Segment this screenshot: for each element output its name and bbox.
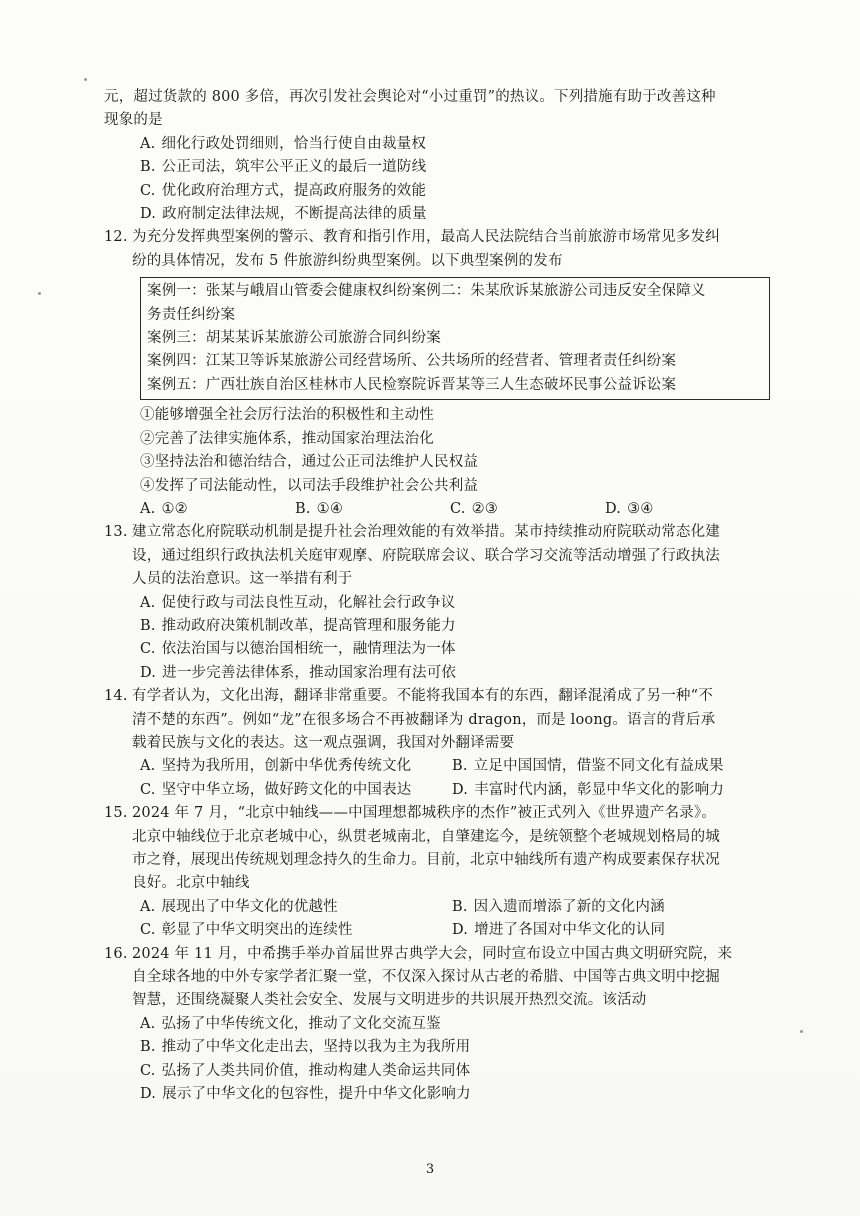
question-14-stem-line: 清不楚的东西”。例如“龙”在很多场合不再被翻译为 dragon，而是 loong。语言的背后承 — [132, 711, 716, 728]
option-c[interactable]: C. 依法治国与以德治国相统一，融情理法为一体 — [140, 641, 456, 658]
question-15-options-row-2 — [104, 919, 764, 942]
question-15 — [104, 802, 764, 896]
case-line: 案例五：广西壮族自治区桂林市人民检察院诉晋某等三人生态破坏民事公益诉讼案 — [147, 376, 677, 393]
option-c[interactable]: C. ②③ — [450, 500, 498, 517]
question-number: 16. — [104, 945, 128, 962]
option-b[interactable]: B. 因入遗而增添了新的文化内涵 — [452, 898, 665, 915]
option-d[interactable]: D. 政府制定法律法规，不断提高法律的质量 — [140, 206, 427, 223]
case-line: 务责任纠纷案 — [147, 306, 236, 323]
question-16-stem-line: 自全球各地的中外专家学者汇聚一堂，不仅深入探讨从古老的希腊、中国等古典文明中挖掘 — [132, 969, 720, 986]
question-16 — [104, 943, 764, 1013]
option-d[interactable]: D. 丰富时代内涵，彰显中华文化的影响力 — [452, 781, 725, 798]
question-15-stem-line: 2024 年 7 月，“北京中轴线——中国理想都城秩序的杰作”被正式列入《世界遗产名录》。 — [132, 805, 717, 822]
question-13-stem-line: 建立常态化府院联动机制是提升社会治理效能的有效举措。某市持续推动府院联动常态化建 — [132, 524, 720, 541]
option-d[interactable]: D. 展示了中华文化的包容性，提升中华文化影响力 — [140, 1086, 471, 1103]
case-line: 案例四：江某卫等诉某旅游公司经营场所、公共场所的经营者、管理者责任纠纷案 — [147, 353, 677, 370]
question-15-stem-line: 良好。北京中轴线 — [132, 875, 250, 892]
question-13-stem-line: 设，通过组织行政执法机关庭审观摩、府院联席会议、联合学习交流等活动增强了行政执法 — [132, 547, 720, 564]
question-16-stem-line: 2024 年 11 月，中希携手举办首届世界古典学大会，同时宣布设立中国古典文明研究院，来 — [132, 945, 733, 962]
question-12-options — [104, 498, 764, 521]
question-16-stem-line: 智慧，还围绕凝聚人类社会安全、发展与文明进步的共识展开热烈交流。该活动 — [132, 992, 647, 1009]
question-content — [104, 86, 764, 1106]
case-line: 案例一：张某与峨眉山管委会健康权纠纷案例二：朱某欣诉某旅游公司违反安全保障义 — [147, 283, 706, 300]
option-b[interactable]: B. 公正司法，筑牢公平正义的最后一道防线 — [140, 159, 427, 176]
statement-4: ④发挥了司法能动性，以司法手段维护社会公共利益 — [140, 477, 479, 494]
option-c[interactable]: C. 弘扬了人类共同价值，推动构建人类命运共同体 — [140, 1062, 471, 1079]
option-c[interactable]: C. 坚守中华立场，做好跨文化的中国表达 — [140, 781, 412, 798]
case-list-box — [140, 277, 770, 400]
statement-3: ③坚持法治和德治结合，通过公正司法维护人民权益 — [140, 454, 479, 471]
question-11-stem-line: 元，超过货款的 800 多倍，再次引发社会舆论对“小过重罚”的热议。下列措施有助于改善这种 — [104, 89, 716, 105]
question-number: 13. — [104, 524, 128, 541]
option-d[interactable]: D. 增进了各国对中华文化的认同 — [452, 922, 666, 939]
question-13 — [104, 521, 764, 591]
option-d[interactable]: D. ③④ — [605, 500, 654, 517]
option-a[interactable]: A. 展现出了中华文化的优越性 — [140, 898, 338, 915]
option-c[interactable]: C. 优化政府治理方式，提高政府服务的效能 — [140, 182, 427, 199]
statement-1: ①能够增强全社会厉行法治的积极性和主动性 — [140, 407, 434, 424]
question-13-options — [104, 592, 764, 686]
question-11 — [104, 86, 764, 226]
option-a[interactable]: A. 细化行政处罚细则，恰当行使自由裁量权 — [140, 135, 427, 152]
option-a[interactable]: A. ①② — [140, 500, 188, 517]
option-c[interactable]: C. 彰显了中华文明突出的连续性 — [140, 922, 353, 939]
question-11-stem-line: 现象的是 — [104, 112, 163, 129]
option-a[interactable]: A. 弘扬了中华传统文化，推动了文化交流互鉴 — [140, 1015, 441, 1032]
question-13-stem-line: 人员的法治意识。这一举措有利于 — [132, 571, 353, 588]
question-15-options-row-1 — [104, 896, 764, 919]
statement-2: ②完善了法律实施体系，推动国家治理法治化 — [140, 430, 434, 447]
scan-speck — [84, 78, 87, 81]
option-b[interactable]: B. 推动了中华文化走出去，坚持以我为主为我所用 — [140, 1039, 471, 1056]
question-11-options — [104, 133, 764, 227]
question-14 — [104, 685, 764, 755]
option-a[interactable]: A. 坚持为我所用，创新中华优秀传统文化 — [140, 758, 412, 775]
question-12-stem-line: 为充分发挥典型案例的警示、教育和指引作用，最高人民法院结合当前旅游市场常见多发纠 — [132, 229, 720, 246]
question-number: 14. — [104, 688, 128, 705]
case-line: 案例三：胡某某诉某旅游公司旅游合同纠纷案 — [147, 330, 441, 347]
question-12-stem-line: 纷的具体情况，发布 5 件旅游纠纷典型案例。以下典型案例的发布 — [132, 252, 563, 269]
option-a[interactable]: A. 促使行政与司法良性互动，化解社会行政争议 — [140, 594, 456, 611]
option-b[interactable]: B. 推动政府决策机制改革，提高管理和服务能力 — [140, 617, 456, 634]
question-14-options-row-2 — [104, 779, 764, 802]
page-number: 3 — [425, 1162, 435, 1177]
question-15-stem-line: 市之脊，展现出传统规划理念持久的生命力。目前，北京中轴线所有遗产构成要素保存状况 — [132, 852, 720, 868]
scan-speck — [800, 1030, 803, 1033]
option-b[interactable]: B. ①④ — [295, 500, 344, 517]
question-15-stem-line: 北京中轴线位于北京老城中心，纵贯老城南北，自肇建迄今，是统领整个老城规划格局的城 — [132, 828, 720, 845]
scan-speck — [38, 292, 41, 295]
question-number: 15. — [104, 805, 128, 822]
question-14-options-row-1 — [104, 755, 764, 778]
option-d[interactable]: D. 进一步完善法律体系，推动国家治理有法可依 — [140, 664, 457, 681]
question-14-stem-line: 载着民族与文化的表达。这一观点强调，我国对外翻译需要 — [132, 734, 515, 751]
question-number: 12. — [104, 229, 128, 246]
question-16-options — [104, 1013, 764, 1107]
option-b[interactable]: B. 立足中国国情，借鉴不同文化有益成果 — [452, 758, 724, 775]
question-12 — [104, 226, 764, 273]
question-14-stem-line: 有学者认为，文化出海，翻译非常重要。不能将我国本有的东西，翻译混淆成了另一种“不 — [132, 688, 713, 705]
